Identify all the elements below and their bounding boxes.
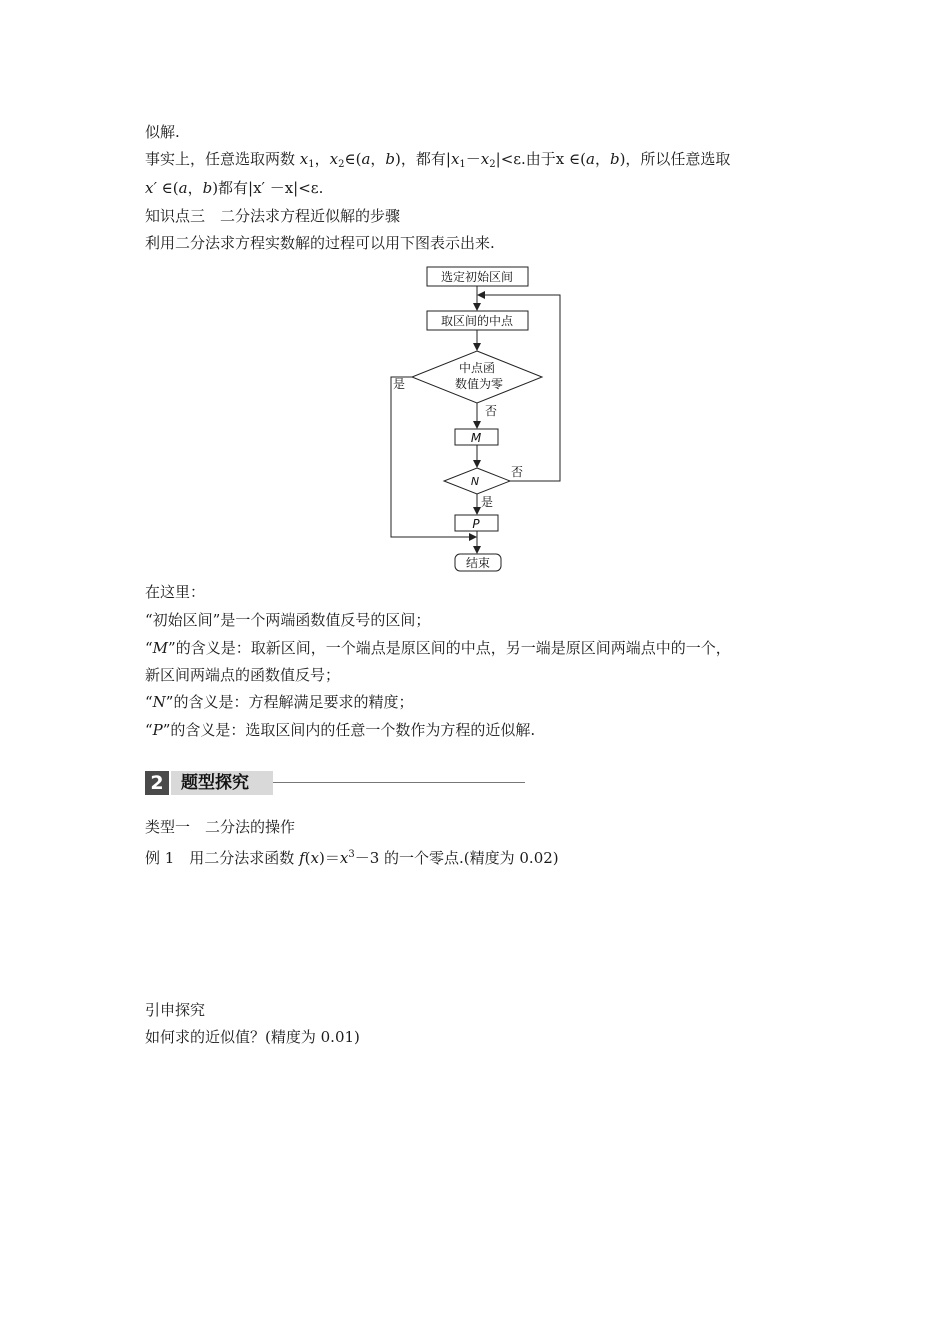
yes-label: 是 — [481, 495, 494, 509]
bisection-flowchart — [385, 264, 565, 576]
text-run: ( — [304, 849, 311, 867]
text-run: － — [465, 150, 481, 168]
text-line: 在这里： — [145, 583, 206, 601]
text-line: 利用二分法求方程实数解的过程可以用下图表示出来. — [145, 234, 495, 252]
midpoint-label: 取区间的中点 — [440, 314, 514, 328]
text-run: “ — [145, 639, 153, 657]
example-2 — [145, 1026, 360, 1048]
example-1 — [145, 844, 559, 869]
text-line — [145, 691, 413, 713]
var-x: x — [339, 849, 349, 867]
var-b: b — [385, 150, 396, 168]
var-p: P — [152, 721, 163, 739]
text-line: 似解. — [145, 123, 180, 141]
end-label: 结束 — [465, 556, 491, 570]
text-run: )，所以任意选取 — [619, 150, 731, 168]
text-run: )，都有| — [395, 150, 451, 168]
text-run: 例 1 用二分法求函数 — [145, 849, 300, 867]
var-a: a — [586, 150, 595, 168]
var-f: f — [299, 849, 305, 867]
text-run: ∈( — [344, 150, 362, 168]
text-run: 事实上，任意选取两数 — [145, 150, 300, 168]
section-title: 题型探究 — [181, 773, 249, 793]
start-label: 选定初始区间 — [440, 270, 514, 284]
text-line — [145, 177, 323, 199]
text-run: 如何求 — [145, 1028, 191, 1046]
superscript: 3 — [348, 849, 355, 860]
text-line: 新区间两端点的函数值反号； — [145, 666, 341, 684]
text-run: ∈( — [156, 179, 179, 197]
section-header — [145, 770, 525, 796]
var-a: a — [178, 179, 188, 197]
text-run: ”的含义是：取新区间，一个端点是原区间的中点，另一端是原区间两端点中的一个， — [168, 639, 731, 657]
text-run: )都有|x′ －x|<ε. — [212, 179, 324, 197]
var-m: M — [152, 639, 169, 657]
m-label: M — [470, 431, 482, 445]
text-run: |<ε.由于x ∈( — [495, 150, 586, 168]
text-run: ”的含义是：选取区间内的任意一个数作为方程的近似解. — [162, 721, 536, 739]
text-run: )＝ — [318, 849, 340, 867]
knowledge-point-heading: 知识点三 二分法求方程近似解的步骤 — [145, 207, 401, 225]
text-run: －3 的一个零点.(精度为 0.02) — [354, 849, 559, 867]
var-b: b — [609, 150, 620, 168]
type-heading: 类型一 二分法的操作 — [145, 818, 296, 836]
subscript: 2 — [489, 159, 496, 170]
var-x: x — [310, 849, 319, 867]
var-n: N — [152, 693, 166, 711]
text-run: ， — [187, 179, 203, 197]
var-x-prime: x′ — [145, 179, 157, 197]
text-line: “初始区间”是一个两端函数值反号的区间； — [145, 611, 431, 629]
var-x: x — [480, 150, 490, 168]
text-run: ”的含义是：方程解满足要求的精度； — [165, 693, 414, 711]
subscript: 1 — [459, 159, 466, 170]
text-run: 的近似值？(精度为 0.01) — [190, 1028, 360, 1046]
var-x: x — [329, 150, 339, 168]
n-label: N — [470, 475, 480, 488]
var-x: x — [450, 150, 460, 168]
decision-label-line2: 数值为零 — [454, 377, 504, 391]
yes-label: 是 — [393, 377, 406, 391]
no-label: 否 — [511, 465, 524, 479]
text-run: ， — [594, 150, 610, 168]
yes-branch-line — [391, 377, 476, 537]
var-x: x — [299, 150, 309, 168]
var-b: b — [202, 179, 213, 197]
text-line — [145, 148, 730, 176]
no-label: 否 — [485, 404, 498, 418]
text-run: “ — [145, 693, 153, 711]
subscript: 1 — [308, 159, 315, 170]
text-line — [145, 719, 535, 741]
subscript: 2 — [338, 159, 345, 170]
p-label: P — [472, 517, 480, 531]
extend-heading: 引申探究 — [145, 1001, 206, 1019]
text-line — [145, 637, 731, 659]
text-run: ， — [370, 150, 386, 168]
text-run: “ — [145, 721, 153, 739]
var-a: a — [361, 150, 371, 168]
text-run: ， — [314, 150, 330, 168]
decision-label-line1: 中点函 — [458, 361, 496, 375]
section-rule — [273, 782, 525, 783]
section-number: 2 — [145, 771, 169, 795]
